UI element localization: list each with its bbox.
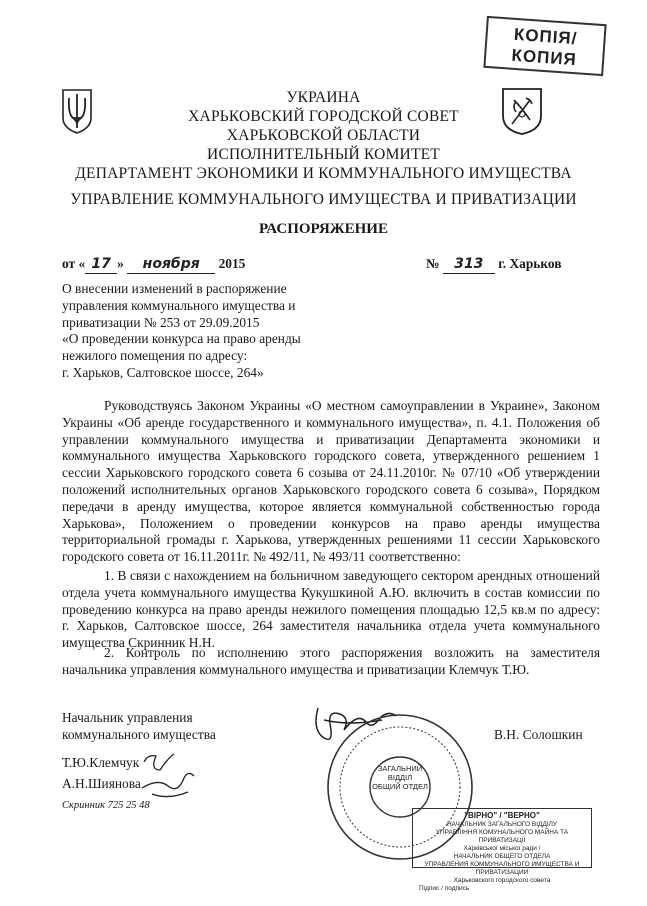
subject-line: О внесении изменений в распоряжение xyxy=(62,281,287,296)
signer-title-line2: коммунального имущества xyxy=(62,726,216,742)
header-region: ХАРЬКОВСКОЙ ОБЛАСТИ xyxy=(226,127,421,144)
header-directorate: УПРАВЛЕНИЕ КОММУНАЛЬНОГО ИМУЩЕСТВА И ПРИВАТИЗАЦИИ xyxy=(70,191,577,208)
signer-title-line1: Начальник управления xyxy=(62,710,193,725)
verno-line: НАЧАЛЬНИК ЗАГАЛЬНОГО ВІДДІЛУ xyxy=(446,821,558,828)
visa-1: Т.Ю.Клемчук xyxy=(62,755,140,770)
document-type: РАСПОРЯЖЕНИЕ xyxy=(259,221,388,237)
visa-2: А.Н.Шиянова xyxy=(62,776,141,791)
subject-line: управления коммунального имущества и xyxy=(62,297,296,313)
order-item-1: 1. В связи с нахождением на больничном заведующего сектором арендных отношений отдела учета коммунального имущества Кукушкиной А.Ю. включить в состав комиссии по проведению конкурса на право аренды нежилого помещения площадью 12,5 кв.м по адресу: г. Харьков, Салтовское шоссе, 264 заместителя начальника отдела учета коммунального имущества Скринник Н.Н. xyxy=(62,568,600,651)
date-day: 17 xyxy=(85,256,117,274)
verno-stamp xyxy=(412,808,592,892)
verno-line: Харківської міської ради / xyxy=(463,845,541,852)
verno-line: Харьковского городского совета xyxy=(453,877,551,884)
copy-stamp xyxy=(483,16,606,76)
signer-name: В.Н. Солошкин xyxy=(494,727,583,742)
number-line xyxy=(426,256,561,274)
preamble-paragraph: Руководствуясь Законом Украины «О местном самоуправлении в Украине», Законом Украины «Об аренде государственного и коммунального имущества», п. 4.1. Положения об управлении коммунального имущества и приватизации Департамента экономики и коммунального имущества Харьковского городского совета, утвержденного решением 1 сессии Харьковского городского совета 6 созыва от 24.11.2010г. № 07/10 «Об утверждении положений исполнительных органов Харьковского городского совета 6 созыва», Порядком передачи в аренду имущества, которое является коммунальной собственностью города Харькова», Положением о проведении конкурсов на право аренды имущества территориальной громады г. Харькова, утвержденных решениями 11 сессии Харьковского городского совета от 16.11.2011г. № 492/11, № 493/11 соответственно: xyxy=(62,398,600,565)
subject-line: г. Харьков, Салтовское шоссе, 264» xyxy=(62,364,264,380)
date-year: 2015 xyxy=(218,256,246,271)
visa-signature-icon xyxy=(138,748,198,804)
number-label: № xyxy=(426,256,440,271)
header-committee: ИСПОЛНИТЕЛЬНЫЙ КОМИТЕТ xyxy=(207,146,440,163)
verno-line: НАЧАЛЬНИК ОБЩЕГО ОТДЕЛА xyxy=(453,853,551,860)
copy-stamp-line1: КОПІЯ/ xyxy=(513,24,578,49)
header-department: ДЕПАРТАМЕНТ ЭКОНОМИКИ И КОММУНАЛЬНОГО ИМУЩЕСТВА xyxy=(75,165,572,182)
verno-line: УПРАВЛЕНИЯ КОММУНАЛЬНОГО ИМУЩЕСТВА И ПРИВАТИЗАЦИИ xyxy=(424,861,580,876)
subject-line: приватизации № 253 от 29.09.2015 xyxy=(62,314,260,330)
header-country: УКРАИНА xyxy=(286,89,361,106)
date-quote-close: » xyxy=(117,256,124,271)
round-seal-center xyxy=(355,764,445,791)
executor-note: Скринник 725 25 48 xyxy=(62,800,150,811)
round-seal-line2: ВІДДІЛ xyxy=(387,773,413,782)
header-council: ХАРЬКОВСКИЙ ГОРОДСКОЙ СОВЕТ xyxy=(188,108,459,125)
round-seal-line1: ЗАГАЛЬНИЙ xyxy=(377,764,423,773)
order-item-2: 2. Контроль по исполнению этого распоряжения возложить на заместителя начальника управления коммунального имущества и приватизации Клемчук Т.Ю. xyxy=(62,645,600,677)
verno-line: Підпис / подпись xyxy=(419,885,470,892)
document-number: 313 xyxy=(443,256,495,274)
date-from-label: от « xyxy=(62,256,86,271)
verno-line: УПРАВЛІННЯ КОМУНАЛЬНОГО МАЙНА ТА ПРИВАТИЗАЦІЇ xyxy=(435,829,569,844)
subject-block xyxy=(62,281,362,382)
date-line xyxy=(62,256,245,274)
subject-line: нежилого помещения по адресу: xyxy=(62,348,248,364)
verno-title: "ВІРНО" / "ВЕРНО" xyxy=(464,811,540,820)
city: г. Харьков xyxy=(498,256,562,271)
signer-title xyxy=(62,710,216,744)
round-seal-line3: ОБЩИЙ ОТДЕЛ xyxy=(372,782,428,791)
copy-stamp-line2: КОПИЯ xyxy=(510,45,578,70)
date-month: ноября xyxy=(127,256,215,274)
subject-line: «О проведении конкурса на право аренды xyxy=(62,331,301,347)
